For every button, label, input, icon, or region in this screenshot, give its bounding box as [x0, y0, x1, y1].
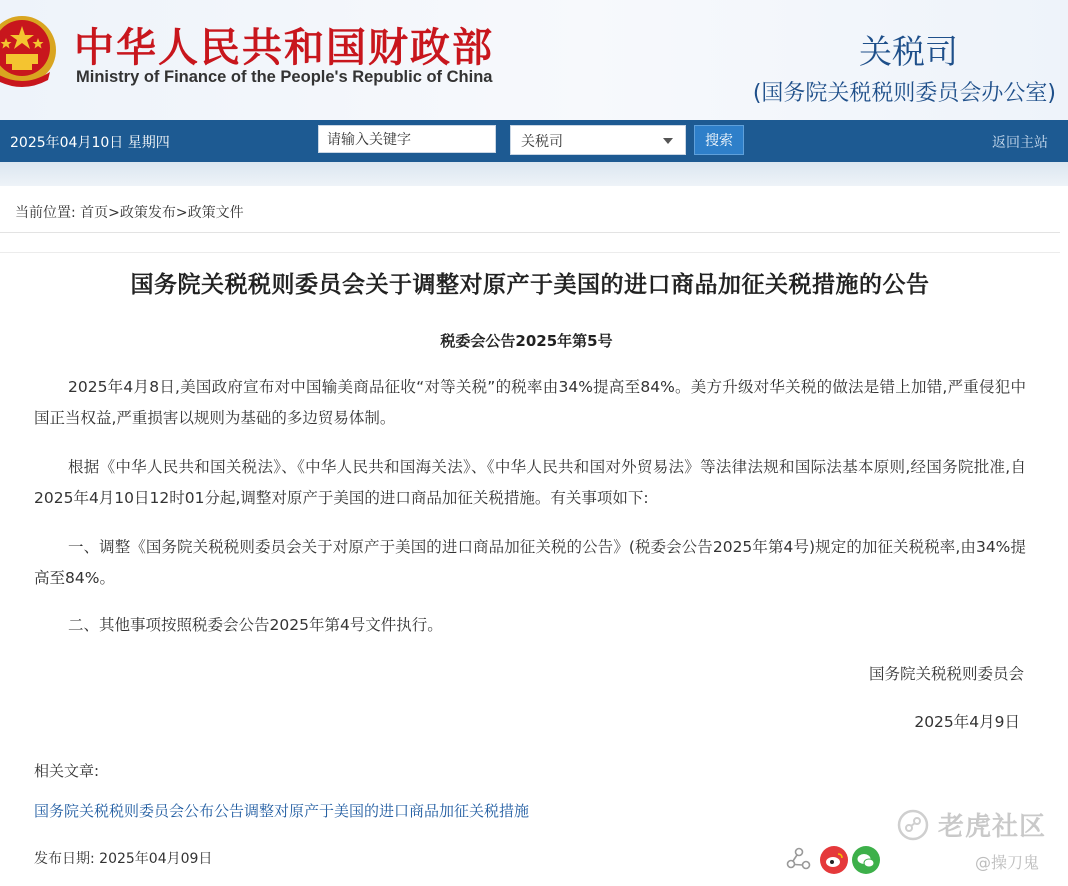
- related-article-link[interactable]: 国务院关税税则委员会公布公告调整对原产于美国的进口商品加征关税措施: [34, 802, 530, 820]
- chevron-down-icon: [663, 138, 673, 144]
- department-subtitle: (国务院关税税则委员会办公室): [752, 81, 1056, 106]
- department-name: 关税司: [859, 32, 958, 71]
- article-paragraph: 二、其他事项按照税委会公告2025年第4号文件执行。: [68, 616, 443, 634]
- site-title-cn[interactable]: 中华人民共和国财政部: [74, 25, 494, 71]
- site-header: [0, 0, 1068, 120]
- return-home-link[interactable]: 返回主站: [992, 135, 1048, 151]
- search-button[interactable]: 搜索: [694, 125, 744, 155]
- divider: [0, 252, 1060, 253]
- watermark-brand: 老虎社区: [938, 812, 1047, 842]
- article-title: 国务院关税税则委员会关于调整对原产于美国的进口商品加征关税措施的公告: [130, 272, 930, 298]
- publish-date: 发布日期: 2025年04月09日: [34, 851, 213, 867]
- site-title-en[interactable]: Ministry of Finance of the People's Republic of China: [76, 68, 493, 86]
- current-date: 2025年04月10日 星期四: [10, 135, 170, 151]
- search-scope-select[interactable]: [510, 125, 686, 155]
- divider: [0, 232, 1060, 233]
- watermark-user: @操刀鬼: [975, 853, 1040, 872]
- header-band: [0, 162, 1068, 186]
- article-sign-date: 2025年4月9日: [914, 713, 1020, 731]
- watermark-logo-icon: [896, 808, 930, 842]
- related-articles-label: 相关文章:: [34, 762, 100, 780]
- national-emblem-icon[interactable]: [0, 12, 58, 88]
- article-paragraph: 根据《中华人民共和国关税法》、《中华人民共和国海关法》、《中华人民共和国对外贸易法》等法律法规和国际法基本原则,经国务院批准,自2025年4月10日12时01分起,调整对原产于美国的进口商品加征关税措施。有关事项如下:: [34, 458, 1026, 507]
- weibo-icon[interactable]: [820, 846, 848, 874]
- article-signer: 国务院关税税则委员会: [868, 665, 1024, 683]
- search-input[interactable]: 请输入关键字: [318, 125, 496, 153]
- wechat-icon[interactable]: [852, 846, 880, 874]
- article-paragraph: 一、调整《国务院关税税则委员会关于对原产于美国的进口商品加征关税的公告》(税委会公告2025年第4号)规定的加征关税税率,由34%提高至84%。: [34, 538, 1026, 587]
- search-scope-value: 关税司: [521, 134, 563, 150]
- article-paragraph: 2025年4月8日,美国政府宣布对中国输美商品征收“对等关税”的税率由34%提高至84%。美方升级对华关税的做法是错上加错,严重侵犯中国正当权益,严重损害以规则为基础的多边贸易体制。: [34, 378, 1026, 427]
- breadcrumb[interactable]: 当前位置: 首页>政策发布>政策文件: [15, 205, 244, 221]
- share-icon[interactable]: [785, 846, 811, 872]
- nav-bar: [0, 120, 1068, 162]
- document-number: 税委会公告2025年第5号: [440, 332, 613, 350]
